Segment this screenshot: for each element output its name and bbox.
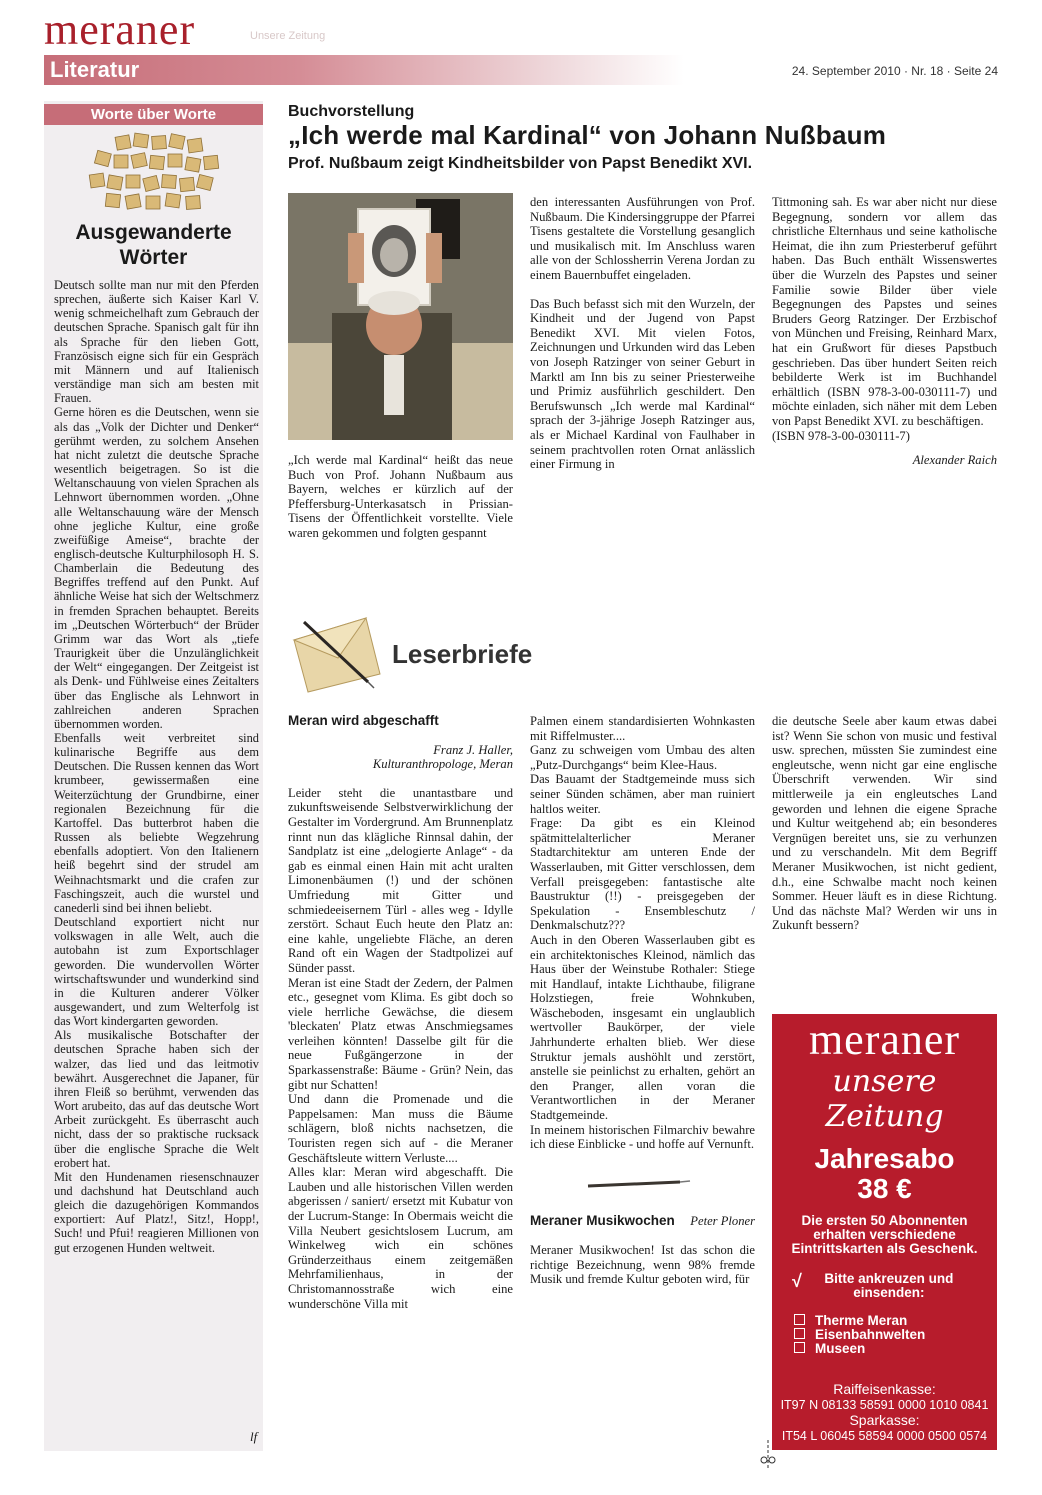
letter1-paragraph: Und dann die Promenade und die Pappelsamen: Man muss die Bäume schlägern, bloß nichts nachsetzen, die Touristen regen sich auf - die Meraner Geschäftsleute wittern Verluste.... — [288, 1092, 513, 1165]
scrabble-tiles-illustration — [86, 130, 226, 212]
ad-bank1: Raiffeisenkasse: — [833, 1381, 936, 1397]
ad-iban1: IT97 N 08133 58591 0000 1010 0841 — [780, 1398, 989, 1412]
article-column-2 — [530, 195, 755, 472]
scissors-icon — [758, 1440, 778, 1470]
letter1-paragraph: Alles klar: Meran wird abgeschafft. Die Lauben und alle historischen Villen werden abgerissen / saniert/ ersetzt mit Kubatur von der Lucrum-Stange: In Obermais weicht die Villa Neubert gesichtslosem Lucrum, am Winkelweg wich ein schönes Gründerzeithaus einem zeitgemäßen Mehrfamilienhaus, in der Christomannosstraße wich eine wunderschöne Villa mit — [288, 1165, 513, 1311]
ad-instruction: Bitte ankreuzen und einsenden: — [824, 1271, 954, 1300]
ad-options-list — [794, 1314, 997, 1356]
letter2-paragraph: die deutsche Seele aber kaum etwas dabei ist? Wenn Sie schon von music und festival usw. sprechen, müssten Sie zumindest eine engleutsche, wenn nicht gar eine englische Überschrift verwenden. Wir sind mittlerweile ja ein engleutsches Land geworden und lehnen die eigene Sprache und Kultur weitgehend ab; ein besonderes Vergnügen bereitet uns, sie zu verhunzen und zu verschandeln. Mit dem Begriff Meraner Musikwochen, ist nicht gedient, d.h., eine Schwalbe macht noch keinen Sommer. Heuer läuft es in diese Richtung. Und das nächste Mal? Werden wir uns in Zukunft bessern? — [772, 714, 997, 933]
section-bar — [44, 55, 684, 85]
checkbox-icon[interactable] — [794, 1328, 805, 1339]
photo-illustration — [288, 193, 513, 440]
letter1-paragraph: Auch in den Oberen Wasserlauben gibt es ein architektonisches Kleinod, nämlich das Haus über der Weinstube Rothaler: Stiege mit Handlauf, intakte Lichthaube, filigrane Holzstiegen, freie Wohnkuben, Wäscheboden, insgesamt ein unglaublich wertvoller Baukörper, der viele Jahrhunderte erhalten blieb. Wer diese Struktur jemals aushöhlt und zerstört, anstelle sie peinlichst zu erhalten, gehört an den Pranger, allen voran die Verantwortlichen in der Meraner Stadtgemeinde. — [530, 932, 755, 1123]
ad-script-logo: unsere Zeitung — [825, 1064, 944, 1134]
sidebar-signature: lf — [250, 1429, 258, 1444]
sidebar-paragraph: Mit den Hundenamen riesenschnauzer und dachshund hat Deutschland auch gleich die dazugehörigen Kommandos exportiert: Auf Platz!, Sitz!, Hopp!, Such! und Pfui! reagieren Millionen von gut erzogenen Hunden weltweit. — [54, 1169, 259, 1255]
sidebar-heading: Worte über Worte — [44, 104, 263, 125]
ad-option-eisenbahnwelten[interactable]: Eisenbahnwelten — [794, 1328, 997, 1342]
letter1-author-name: Franz J. Haller, — [433, 742, 513, 757]
letters-column-1 — [288, 714, 513, 1311]
checkbox-icon[interactable] — [794, 1314, 805, 1325]
dateline: 24. September 2010 · Nr. 18 · Seite 24 — [791, 64, 998, 78]
letter1-paragraph: Leider steht die unantastbare und zukunftsweisende Selbstverwirklichung der Gestalter im Vordergrund. Am Brunnenplatz rinnt nun das klägliche Rinnsal dahin, der Sandplatz ist eine „delogierte Anlage“ - da gab es einmal einen Hain mit acht uralten Limonenbäumen (!) und der schönen Umfriedung mit Gitter und schmiedeeisernem Türl - alles weg - Idylle zerstört. Schaut Euch heute den Platz an: eine kahle, ungeliebte Fläche, an deren Rand oft ein Wagen der Stadtpolizei auf Sünder passt. — [288, 785, 513, 975]
letter1-paragraph: Meran ist eine Stadt der Zedern, der Palmen etc., gesegnet vom Klima. Es gibt doch so viele herrliche Gewächse, die diesem 'bleckaten' Platz etwas Anschmiegsames verleihen könnten! Dasselbe gilt für die neue Fußgängerzone in der Sparkassenstraße: Bäume - Grün? Nein, das gibt nur Schatten! — [288, 975, 513, 1092]
ad-price: 38 € — [857, 1173, 912, 1204]
article-author: Alexander Raich — [912, 453, 997, 468]
article-kicker: Buchvorstellung — [288, 103, 415, 120]
article-headline: „Ich werde mal Kardinal“ von Johann Nußbaum — [288, 120, 887, 150]
ad-instruction-row — [792, 1272, 997, 1300]
letter1-paragraph: Palmen einem standardisierten Wohnkasten mit Riffelmuster.... — [530, 714, 755, 743]
letter1-paragraph: Frage: Da gibt es ein Kleinod spätmittelalterlicher Meraner Stadtarchitektur am unteren Ende der Wasserlauben, mit Gitter verschlossen, dem Verfall preisgegeben: fantastische alte Baustruktur (!!) - preisgegeben der Spekulation - Ensembleschutz / Denkmalschutz??? — [530, 816, 755, 933]
masthead-logo: meraner — [44, 5, 196, 54]
check-mark-icon: √ — [792, 1271, 802, 1291]
letter1-author-role: Kulturanthropologe, Meran — [372, 757, 513, 772]
ad-promo: Die ersten 50 Abonnenten erhalten verschiedene Eintrittskarten als Geschenk. — [791, 1213, 978, 1256]
letter-envelope-quill-icon — [288, 612, 386, 694]
letters-column-2 — [530, 714, 755, 1287]
sidebar-paragraph: Als musikalische Botschafter der deutschen Sprache haben sich der walzer, das lied und das leitmotiv bewährt. Ausgerechnet die Japaner, für ihren Fleiß so berühmt, verwenden das Wort arubeito, das auf das deutsche Wort Arbeit zurückgeht. Es überrascht auch nicht, dass der so praktische rucksack über die englische Sprache die Welt erobert hat. — [54, 1028, 259, 1170]
sidebar-body — [54, 278, 259, 1255]
ad-bank2: Sparkasse: — [849, 1412, 920, 1428]
sidebar-paragraph: Gerne hören es die Deutschen, wenn sie als das „Volk der Dichter und Denker“ gerühmt werden, zu solchem Ansehen hat nicht zuletzt die deutsche Sprache wesentlich beigetragen. So ist die Weltanschauung von vielen Sprachen als Lehnwort übernommen worden. „Ohne alle Weltanschauung wäre der Mensch ohne jegliche Kultur, eine große zweifüßige Ameise“, brachte der englisch-deutsche Kulturphilosoph H. S. Chamberlain die Bedeutung des Begriffes treffend auf den Punkt. Auf ähnliche Weise hat sich der Weltschmerz in fremden Sprachen behauptet. Bereits im „Deutschen Wörterbuch“ der Brüder Grimm war das Wort als „tiefe Traurigkeit über die Unzulänglichkeit der Welt“ eingegangen. Der Zeitgeist ist als Denk- und Fühlweise eines Zeitalters über das Englische als Lehnwort in zahlreichen anderen Sprachen übernommen worden. — [54, 405, 259, 731]
article-column-1 — [288, 453, 513, 541]
article-paragraph: (ISBN 978-3-00-030111-7) — [772, 428, 910, 443]
sidebar-title: Ausgewanderte Wörter — [75, 221, 232, 269]
checkbox-icon[interactable] — [794, 1342, 805, 1353]
masthead-subtitle: Unsere Zeitung — [250, 30, 326, 42]
letter2-title: Meraner Musikwochen — [530, 1212, 675, 1228]
letter1-paragraph: In meinem historischen Filmarchiv bewahre ich diese Einblicke - und hoffe auf Vernunft. — [530, 1122, 755, 1152]
article-photo — [288, 193, 513, 440]
letter1-paragraph: Das Bauamt der Stadtgemeinde muss sich seiner Sünden schämen, aber man ruiniert haltlos weiter. — [530, 772, 755, 816]
subscription-ad — [772, 1014, 997, 1450]
ad-option-therme[interactable]: Therme Meran — [794, 1314, 997, 1328]
sidebar-paragraph: Ebenfalls weit verbreitet sind kulinarische Begriffe aus dem Deutschen. Die Russen kennen das Wort krumbeer, gewissermaßen eine Weiterzüchtung der Grundbirne, einer regionalen Bezeichnung für die Kartoffel. Das butterbrot haben die Russen als beliebte Wegzehrung ebenfalls adoptiert. Von den Italienern heiß begehrt sind der strudel am Weihnachtsmarkt und die crafen zur Faschingszeit, auch die wurstel und canederli sind bei ihnen beliebt. — [54, 731, 259, 915]
letters-column-3 — [772, 714, 997, 933]
article-paragraph: Tittmoning sah. Es war aber nicht nur diese Begegnung, sondern vor allem das christliche Elternhaus und seine katholische Heimat, die ihn zum Priesterberuf geführt haben. Das Buch enthält Wissenswertes über die Wurzeln des Papstes und seiner Familie sowie Bilder über viele Begegnungen des Papstes und seines Bruders Georg Ratzinger. Der Erzbischof von München und Freising, Reinhard Marx, hat ein Grußwort für dieses Papstbuch geschrieben. Das über hundert Seiten reich bebilderte Werk ist im Buchhandel erhältlich (ISBN 978-3-00-030111-7) und möchte einladen, sich näher mit dem Leben von Papst Benedikt XVI. zu beschäftigen. — [772, 195, 997, 428]
sidebar-paragraph: Deutschland exportiert nicht nur volkswagen in alle Welt, auch die autobahn ist zum Exportschlager geworden. Die wundervollen Wörter wirtschaftswunder und wunderkind sind in die Kulturen anderer Völker ausgewandert, und zum Welterfolg ist das Wort kindergarten geworden. — [54, 915, 259, 1029]
quill-divider-icon — [530, 1164, 755, 1204]
section-title: Literatur — [50, 57, 140, 82]
letter2-paragraph: Meraner Musikwochen! Ist das schon die richtige Bezeichnung, wenn 98% fremde Musik und fremde Kultur geboten wird, für — [530, 1243, 755, 1287]
article-subhead: Prof. Nußbaum zeigt Kindheitsbilder von Papst Benedikt XVI. — [288, 155, 753, 172]
letter1-title: Meran wird abgeschafft — [288, 713, 439, 728]
ad-brand: meraner — [808, 1015, 961, 1064]
article-column-3 — [772, 195, 997, 468]
letters-section-title: Leserbriefe — [392, 639, 533, 669]
article-paragraph: „Ich werde mal Kardinal“ heißt das neue Buch von Prof. Johann Nußbaum aus Bayern, welches er kürzlich auf der Pfeffersburg-Unterkasatsch in Prissian-Tisens der Öffentlichkeit vorstellte. Viele waren gekommen und folgten gespannt — [288, 453, 513, 540]
article-paragraph: Das Buch befasst sich mit den Wurzeln, der Kindheit und der Jugend von Papst Benedikt XVI. Mit vielen Fotos, Zeichnungen und Urkunden wird das Leben von Joseph Ratzinger von seiner Geburt in Marktl am Inn bis zu seiner Priesterweihe und Primiz ausführlich geschildert. Den Berufswunsch „Ich werde mal Kardinal“ sprach der 3-jährige Joseph Ratzinger aus, als er Michael Kardinal von Faulhaber in seinem prachtvollen roten Ornat anlässlich einer Firmung in — [530, 296, 755, 472]
ad-iban2: IT54 L 06045 58594 0000 0500 0574 — [781, 1429, 988, 1443]
letter1-paragraph: Ganz zu schweigen vom Umbau des alten „Putz-Durchgangs“ beim Klee-Haus. — [530, 743, 755, 772]
sidebar-paragraph: Deutsch sollte man nur mit den Pferden sprechen, äußerte sich Kaiser Karl V. wenig schmeichelhaft zum Gebrauch der deutschen Sprache. Spanisch galt für ihn als Sprache für den lieben Gott, Französisch eigne sich für ein Gespräch mit Männern und auf Italienisch verständige man sich am besten mit Frauen. — [54, 278, 259, 406]
ad-option-museen[interactable]: Museen — [794, 1342, 997, 1356]
article-paragraph: den interessanten Ausführungen von Prof. Nußbaum. Die Kindersinggruppe der Pfarrei Tisens gestaltete die Vorstellung gesanglich und musikalisch mit. Im Anschluss waren alle von der Schlossherrin Verena Jordan zu einem Bauernbuffet eingeladen. — [530, 195, 755, 282]
letter2-author: Peter Ploner — [690, 1214, 755, 1229]
ad-offer: Jahresabo — [814, 1143, 955, 1174]
